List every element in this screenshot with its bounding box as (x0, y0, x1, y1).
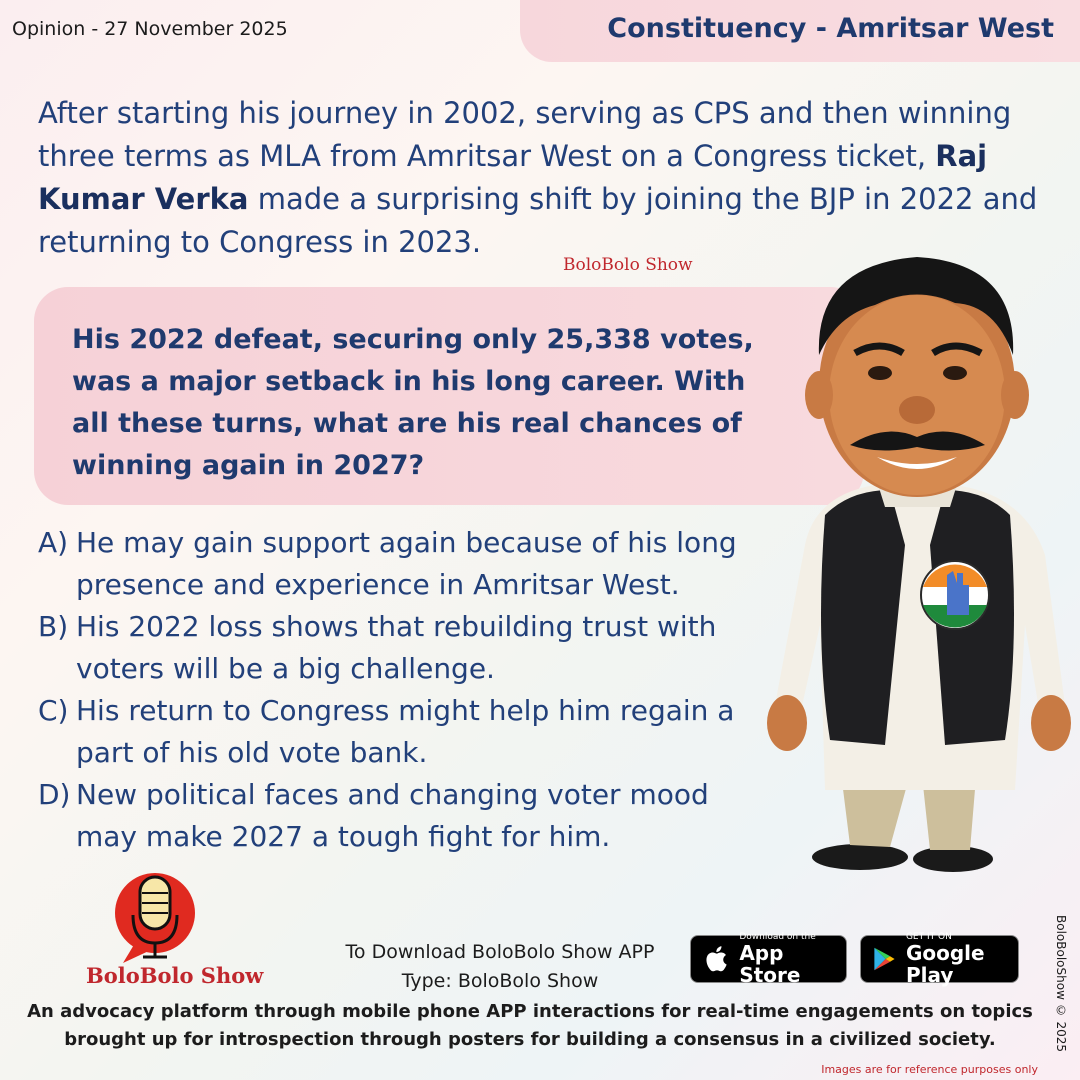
intro-paragraph (38, 92, 1038, 264)
tagline: An advocacy platform through mobile phone APP interactions for real-time engagements on topics brought up for introspection through posters for building a consensus in a civilized society. (27, 1001, 1033, 1050)
google-play-badge[interactable] (860, 932, 1019, 987)
download-instructions (330, 938, 670, 996)
copyright-text: BoloBoloShow © 2025 (1054, 915, 1068, 1053)
option-text: New political faces and changing voter mood may make 2027 a tough fight for him. (76, 778, 709, 853)
constituency-title: Constituency - Amritsar West (607, 13, 1054, 44)
option-text: He may gain support again because of his long presence and experience in Amritsar West. (76, 526, 737, 601)
app-store-badge[interactable] (690, 932, 847, 987)
question-text: His 2022 defeat, securing only 25,338 votes, was a major setback in his long career. With all these turns, what are his real chances of winning again in 2027? (72, 324, 754, 481)
option-letter: B) (38, 610, 69, 643)
politician-caricature (755, 245, 1080, 885)
option-letter: C) (38, 694, 69, 727)
download-line-2: Type: BoloBolo Show (401, 970, 599, 992)
option-a (38, 522, 778, 606)
politician-name: Raj Kumar Verka (38, 139, 988, 216)
intro-line-1: After starting his journey in 2002, serving as CPS and then winning three terms as MLA from Amritsar West on a Congress ticket, (38, 96, 1012, 173)
logo-text: BoloBolo Show (86, 963, 264, 988)
watermark-text: BoloBolo Show (563, 255, 693, 275)
download-line-1: To Download BoloBolo Show APP (345, 941, 655, 963)
intro-line-2: made a surprising shift by joining the BJP in 2022 and returning to Congress in 2023. (38, 182, 1038, 259)
app-store-large-text: App Store (739, 941, 801, 987)
google-play-small-text: GET IT ON (905, 932, 952, 942)
option-d (38, 774, 778, 858)
option-letter: D) (38, 778, 71, 811)
option-c (38, 690, 778, 774)
date-label: Opinion - 27 November 2025 (12, 18, 288, 40)
google-play-icon (871, 943, 898, 975)
disclaimer-text: Images are for reference purposes only (821, 1063, 1038, 1076)
apple-icon (701, 942, 733, 976)
option-text: His 2022 loss shows that rebuilding trust with voters will be a big challenge. (76, 610, 717, 685)
option-b (38, 606, 778, 690)
constituency-banner (520, 0, 1080, 62)
google-play-large-text: Google Play (905, 941, 985, 987)
options-list (38, 522, 778, 858)
option-text: His return to Congress might help him regain a part of his old vote bank. (76, 694, 735, 769)
option-letter: A) (38, 526, 69, 559)
app-store-small-text: Download on the (739, 932, 816, 942)
